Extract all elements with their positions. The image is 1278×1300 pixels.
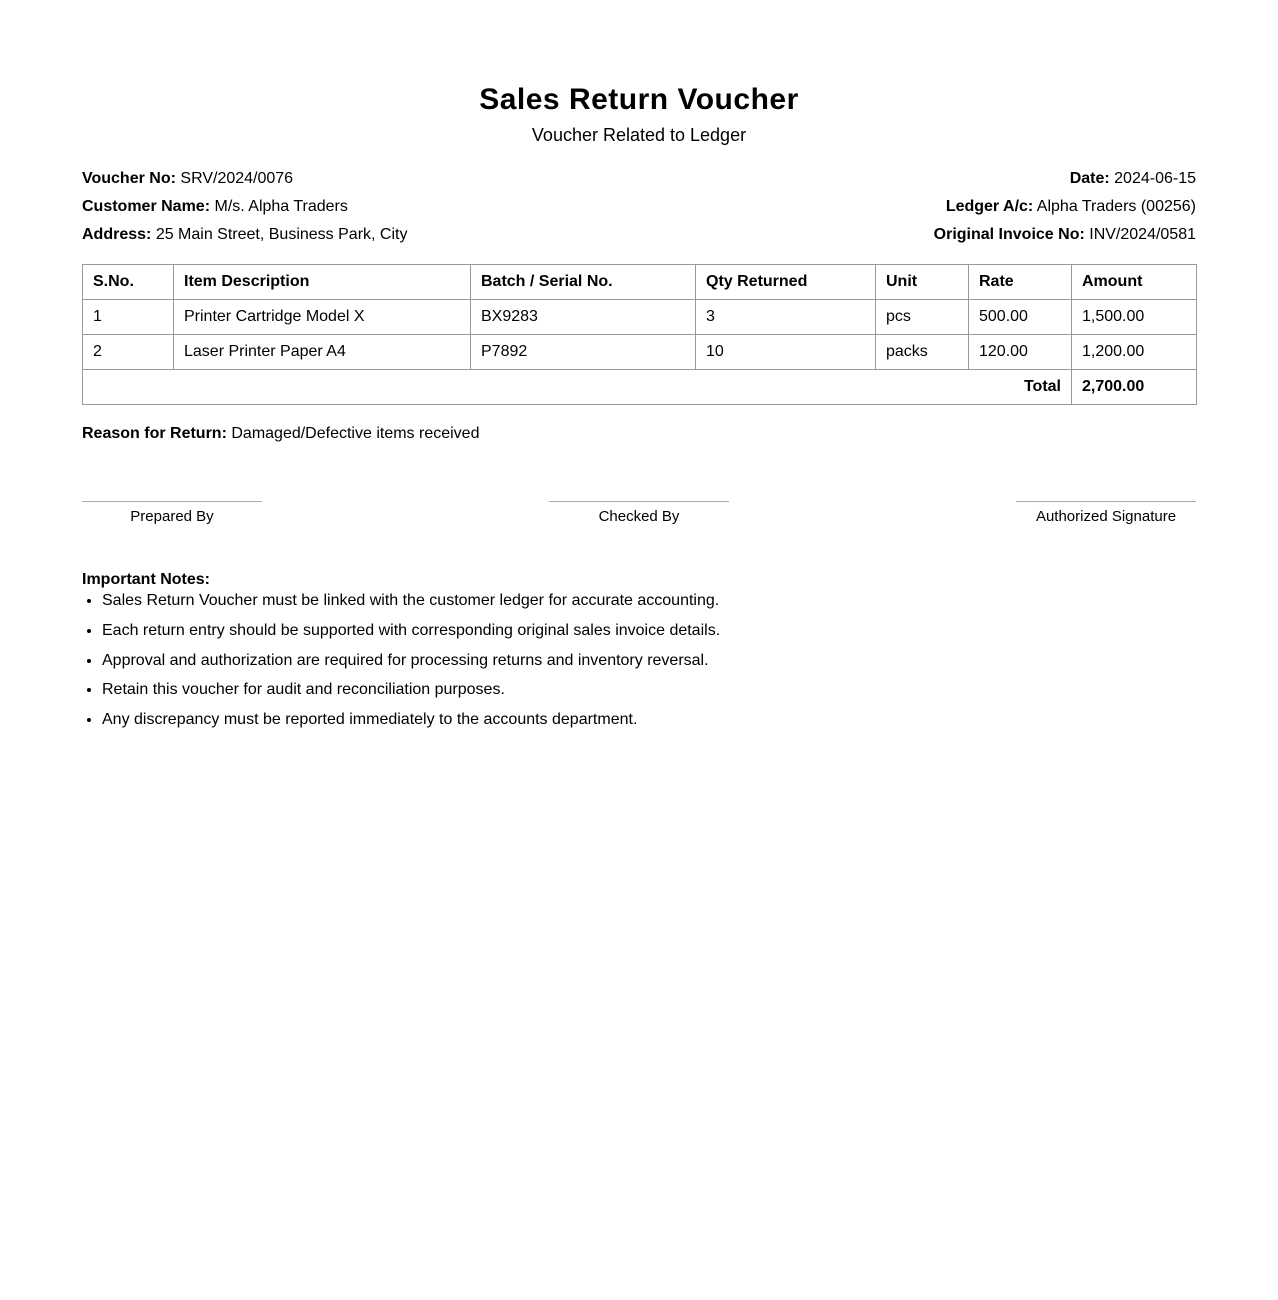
list-item: • Any discrepancy must be reported immediately to the accounts department. (102, 710, 1196, 730)
cell-item-description: Printer Cartridge Model X (174, 300, 471, 335)
column-header-amount: Amount (1072, 265, 1197, 300)
voucher-no-value: SRV/2024/0076 (180, 170, 294, 187)
important-notes (82, 571, 1196, 730)
reason-for-return (82, 424, 1196, 444)
voucher-page (82, 0, 1196, 730)
list-item: • Approval and authorization are required for processing returns and inventory reversal. (102, 651, 1196, 671)
column-header-qty-returned: Qty Returned (696, 265, 876, 300)
voucher-meta (82, 165, 1196, 249)
authorized-signature: Authorized Signature (1016, 501, 1196, 526)
reason-value: Damaged/Defective items received (231, 425, 480, 442)
customer-name-label: Customer Name: (82, 198, 211, 215)
date-line (934, 165, 1196, 193)
address-value: 25 Main Street, Business Park, City (155, 226, 408, 243)
cell-batch-serial: P7892 (471, 335, 696, 370)
cell-item-description: Laser Printer Paper A4 (174, 335, 471, 370)
total-row (83, 370, 1197, 405)
signature-section (82, 501, 1196, 526)
cell-sno: 2 (83, 335, 174, 370)
table-header-row (83, 265, 1197, 300)
cell-qty-returned: 3 (696, 300, 876, 335)
meta-right (934, 165, 1196, 249)
voucher-no-line (82, 165, 407, 193)
original-invoice-value: INV/2024/0581 (1089, 226, 1196, 243)
address-label: Address: (82, 226, 152, 243)
notes-title: Important Notes: (82, 571, 210, 588)
ledger-line (934, 193, 1196, 221)
cell-amount: 1,500.00 (1072, 300, 1197, 335)
column-header-batch-serial: Batch / Serial No. (471, 265, 696, 300)
cell-qty-returned: 10 (696, 335, 876, 370)
cell-batch-serial: BX9283 (471, 300, 696, 335)
meta-left (82, 165, 407, 249)
list-item: • Retain this voucher for audit and reconciliation purposes. (102, 680, 1196, 700)
total-value: 2,700.00 (1072, 370, 1197, 405)
table-row (83, 300, 1197, 335)
cell-rate: 120.00 (969, 335, 1072, 370)
cell-unit: packs (876, 335, 969, 370)
column-header-unit: Unit (876, 265, 969, 300)
voucher-no-label: Voucher No: (82, 170, 176, 187)
original-invoice-label: Original Invoice No: (933, 226, 1085, 243)
customer-name-value: M/s. Alpha Traders (214, 198, 348, 215)
column-header-item-description: Item Description (174, 265, 471, 300)
reason-label: Reason for Return: (82, 425, 227, 442)
cell-sno: 1 (83, 300, 174, 335)
cell-rate: 500.00 (969, 300, 1072, 335)
list-item: • Sales Return Voucher must be linked with the customer ledger for accurate accounting. (102, 591, 1196, 611)
page-title: Sales Return Voucher (479, 83, 799, 116)
ledger-label: Ledger A/c: (945, 198, 1034, 215)
cell-unit: pcs (876, 300, 969, 335)
customer-name-line (82, 193, 407, 221)
page-subtitle: Voucher Related to Ledger (531, 125, 747, 145)
prepared-by-signature: Prepared By (82, 501, 262, 526)
ledger-value: Alpha Traders (00256) (1036, 198, 1196, 215)
cell-amount: 1,200.00 (1072, 335, 1197, 370)
original-invoice-line (934, 221, 1196, 249)
list-item: • Each return entry should be supported with corresponding original sales invoice details. (102, 621, 1196, 641)
address-line (82, 221, 407, 249)
date-label: Date: (1069, 170, 1110, 187)
notes-list (82, 591, 1196, 730)
column-header-sno: S.No. (83, 265, 174, 300)
checked-by-signature: Checked By (549, 501, 729, 526)
table-row (83, 335, 1197, 370)
total-label: Total (83, 370, 1072, 405)
items-table (82, 264, 1197, 405)
column-header-rate: Rate (969, 265, 1072, 300)
date-value: 2024-06-15 (1114, 170, 1196, 187)
